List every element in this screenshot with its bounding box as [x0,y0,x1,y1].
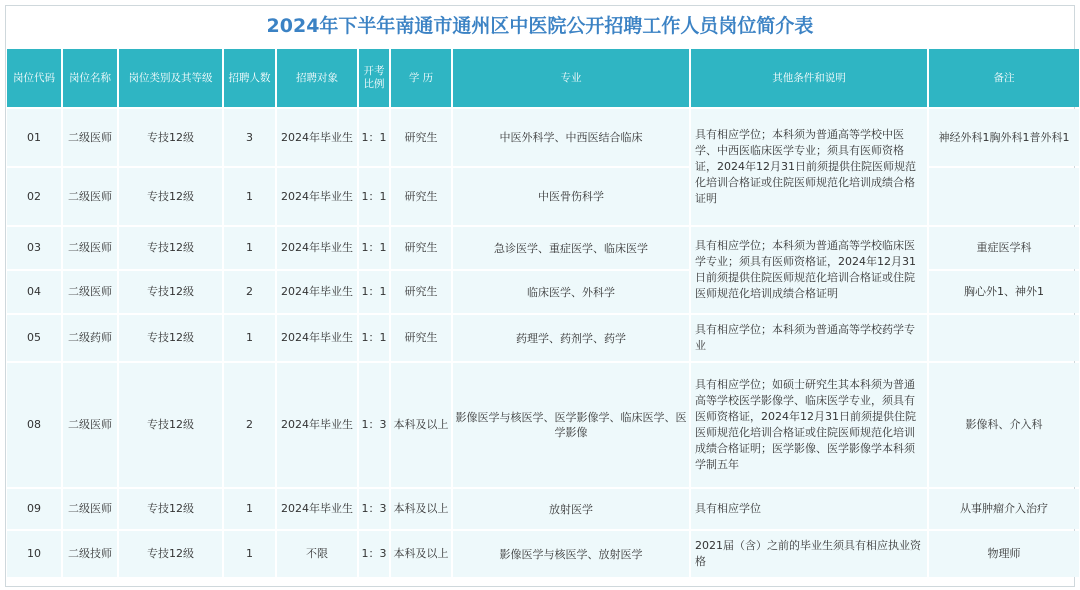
cell-target: 2024年毕业生 [277,315,357,361]
cell-count: 1 [224,531,275,577]
header-education: 学 历 [391,49,451,107]
cell-major: 急诊医学、重症医学、临床医学 [453,227,689,269]
cell-education: 本科及以上 [391,363,451,487]
cell-category: 专技12级 [119,109,222,166]
cell-target: 2024年毕业生 [277,168,357,225]
cell-remarks [929,168,1079,225]
table-row [7,531,1079,577]
cell-code: 02 [7,168,61,225]
table-header-row [7,49,1079,107]
document-title: 2024年下半年南通市通州区中医院公开招聘工作人员岗位简介表 [266,15,814,37]
cell-ratio: 1：3 [359,489,389,529]
cell-major: 临床医学、外科学 [453,271,689,313]
cell-name: 二级医师 [63,109,117,166]
cell-education: 研究生 [391,168,451,225]
cell-category: 专技12级 [119,271,222,313]
cell-count: 3 [224,109,275,166]
cell-target: 2024年毕业生 [277,271,357,313]
cell-remarks: 重症医学科 [929,227,1079,269]
cell-conditions: 具有相应学位；如硕士研究生其本科须为普通高等学校医学影像学、临床医学专业，须具有医师资格证，2024年12月31日前须提供住院医师规范化培训合格证或住院医师规范化培训成绩合格证明；医学影像、医学影像学本科须学制五年 [691,363,927,487]
header-remarks: 备注 [929,49,1079,107]
cell-code: 08 [7,363,61,487]
cell-ratio: 1：3 [359,531,389,577]
cell-count: 1 [224,227,275,269]
header-target: 招聘对象 [277,49,357,107]
header-name: 岗位名称 [63,49,117,107]
cell-education: 研究生 [391,109,451,166]
job-table-document [5,5,1075,587]
cell-name: 二级医师 [63,227,117,269]
table-row [7,109,1079,166]
cell-count: 2 [224,363,275,487]
cell-target: 2024年毕业生 [277,227,357,269]
cell-ratio: 1：1 [359,315,389,361]
cell-code: 04 [7,271,61,313]
cell-major: 影像医学与核医学、医学影像学、临床医学、医学影像 [453,363,689,487]
cell-count: 2 [224,271,275,313]
cell-ratio: 1：1 [359,109,389,166]
cell-ratio: 1：1 [359,271,389,313]
header-conditions: 其他条件和说明 [691,49,927,107]
cell-name: 二级医师 [63,271,117,313]
cell-category: 专技12级 [119,531,222,577]
cell-remarks [929,315,1079,361]
table-row [7,489,1079,529]
cell-conditions: 具有相应学位；本科须为普通高等学校药学专业 [691,315,927,361]
cell-code: 05 [7,315,61,361]
cell-name: 二级医师 [63,168,117,225]
cell-count: 1 [224,168,275,225]
cell-education: 本科及以上 [391,489,451,529]
header-ratio: 开考比例 [359,49,389,107]
cell-ratio: 1：1 [359,168,389,225]
job-table [5,47,1080,579]
cell-name: 二级医师 [63,489,117,529]
cell-count: 1 [224,315,275,361]
cell-education: 研究生 [391,315,451,361]
cell-remarks: 物理师 [929,531,1079,577]
cell-major: 影像医学与核医学、放射医学 [453,531,689,577]
table-row [7,315,1079,361]
cell-remarks: 胸心外1、神外1 [929,271,1079,313]
cell-category: 专技12级 [119,315,222,361]
cell-name: 二级药师 [63,315,117,361]
header-category: 岗位类别及其等级 [119,49,222,107]
cell-count: 1 [224,489,275,529]
cell-remarks: 神经外科1胸外科1普外科1 [929,109,1079,166]
cell-major: 中医外科学、中西医结合临床 [453,109,689,166]
cell-target: 2024年毕业生 [277,109,357,166]
cell-conditions: 具有相应学位；本科须为普通高等学校中医学、中西医临床医学专业；须具有医师资格证，2024年12月31日前须提供住院医师规范化培训合格证或住院医师规范化培训成绩合格证明 [691,109,927,225]
cell-major: 中医骨伤科学 [453,168,689,225]
cell-target: 不限 [277,531,357,577]
cell-category: 专技12级 [119,363,222,487]
cell-remarks: 影像科、介入科 [929,363,1079,487]
cell-education: 本科及以上 [391,531,451,577]
cell-target: 2024年毕业生 [277,363,357,487]
cell-name: 二级医师 [63,363,117,487]
cell-code: 09 [7,489,61,529]
cell-code: 03 [7,227,61,269]
cell-education: 研究生 [391,271,451,313]
table-row [7,363,1079,487]
cell-category: 专技12级 [119,489,222,529]
header-count: 招聘人数 [224,49,275,107]
cell-code: 10 [7,531,61,577]
cell-target: 2024年毕业生 [277,489,357,529]
cell-category: 专技12级 [119,227,222,269]
cell-conditions: 具有相应学位 [691,489,927,529]
cell-code: 01 [7,109,61,166]
cell-major: 药理学、药剂学、药学 [453,315,689,361]
header-major: 专业 [453,49,689,107]
cell-category: 专技12级 [119,168,222,225]
header-code: 岗位代码 [7,49,61,107]
table-row [7,227,1079,269]
cell-name: 二级技师 [63,531,117,577]
cell-conditions: 2021届（含）之前的毕业生须具有相应执业资格 [691,531,927,577]
cell-education: 研究生 [391,227,451,269]
cell-major: 放射医学 [453,489,689,529]
cell-remarks: 从事肿瘤介入治疗 [929,489,1079,529]
cell-ratio: 1：1 [359,227,389,269]
cell-conditions: 具有相应学位；本科须为普通高等学校临床医学专业；须具有医师资格证，2024年12月31日前须提供住院医师规范化培训合格证或住院医师规范化培训成绩合格证明 [691,227,927,313]
cell-ratio: 1：3 [359,363,389,487]
